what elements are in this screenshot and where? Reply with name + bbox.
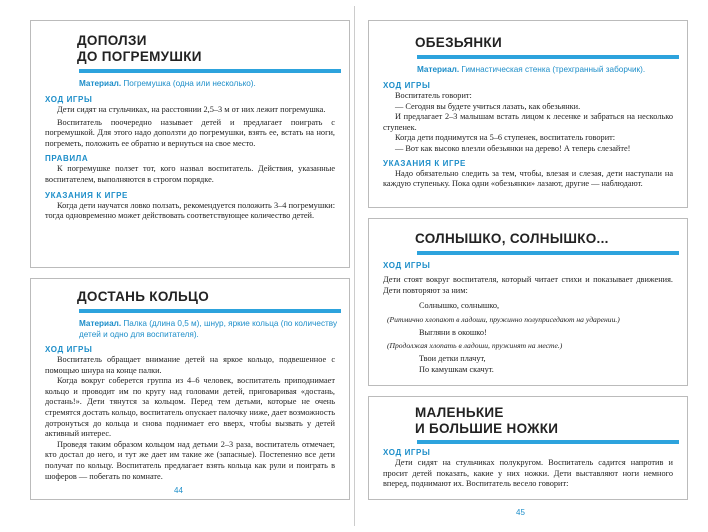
title-rule [417,55,679,59]
page-number: 44 [174,486,183,495]
material-label: Материал. [79,319,122,328]
paragraph: — Вот как высоко влезли обезьянки на дерево! А теперь слезайте! [395,143,631,153]
stage-note: (Продолжая хлопать в ладоши, пружинят на месте.) [387,341,563,351]
title-rule [417,251,679,255]
paragraph: Когда дети поднимутся на 5–6 ступенек, воспитатель говорит: [395,133,616,143]
tips-heading: УКАЗАНИЯ К ИГРЕ [383,158,466,168]
game-frame-feet [368,396,688,500]
howto-heading: ХОД ИГРЫ [383,261,431,270]
paragraph: Дети сидят на стульчиках, на расстоянии 2,5–3 м от них лежит погремушка. [57,105,326,114]
paragraph: И предлагает 2–3 малышам встать лицом к лесенке и забраться на несколько ступенек. [383,112,673,132]
paragraph: Когда вокруг соберется группа из 4–6 человек, воспитатель приподнимает кольцо и проводит им по кругу над головами детей, приговаривая «достань, достань!». Дети тянутся за кольцом. Перед тем детьми, которые не очень стремятся достать кольцо, воспитатель опускает палочку ниже, дает возможность дотронуться до кольца и снова поднимает его вверх, чтобы вызвать у детей активный интерес. [45,376,335,439]
howto-heading: ХОД ИГРЫ [383,448,431,457]
book-spine [354,6,355,526]
game-frame-ring [30,278,350,500]
game-title-sun: СОЛНЫШКО, СОЛНЫШКО... [415,231,609,246]
poem-line: По камушкам скачут. [419,364,494,374]
game-title-crawl-2: ДО ПОГРЕМУШКИ [77,49,202,64]
game-title-monkeys: ОБЕЗЬЯНКИ [415,35,502,50]
paragraph: Когда дети научатся ловко ползать, рекомендуется положить 3–4 погремушки: тогда одновременно может действовать соответствующее количество детей. [45,200,335,221]
material-label: Материал. [417,65,460,74]
poem-line: Твои детки плачут, [419,354,486,364]
paragraph: Воспитатель говорит: [395,91,472,100]
poem-line: Выгляни в окошко! [419,327,487,337]
right-page [368,8,688,524]
title-rule [417,440,679,444]
material-label: Материал. [79,79,122,88]
game-frame-crawl [30,20,350,268]
paragraph: Надо обязательно следить за тем, чтобы, влезая и слезая, дети наступали на каждую ступеньку. Пока одни «обезьянки» лазают, другие — наблюдают. [383,168,673,189]
tips-heading: УКАЗАНИЯ К ИГРЕ [45,190,128,200]
material-line [31,318,349,340]
rules-heading: ПРАВИЛА [45,154,89,164]
game-title-feet-2: И БОЛЬШИЕ НОЖКИ [415,421,559,436]
howto-heading: ХОД ИГРЫ [383,81,431,90]
howto-heading: ХОД ИГРЫ [45,345,93,354]
title-rule [79,69,341,73]
game-frame-monkeys [368,20,688,208]
title-rule [79,309,341,313]
material-text: Палка (длина 0,5 м), шнур, яркие кольца (по количеству детей и одно для воспитателя). [79,319,338,339]
paragraph: Дети стоят вокруг воспитателя, который читает стихи и показывает движения. Дети повторяют за ним: [383,275,673,295]
paragraph: — Сегодня вы будете учиться лазать, как обезьянки. [395,101,581,111]
page-number: 45 [516,508,525,517]
paragraph: К погремушке ползет тот, кого назвал воспитатель. Действия, указанные воспитателем, выполняются в строгом порядке. [45,164,335,184]
game-title-feet-1: МАЛЕНЬКИЕ [415,405,504,420]
paragraph: Дети сидят на стульчиках полукругом. Воспитатель садится напротив и просит детей показать, какие у них ножки. Дети выставляют ноги немного вперед, поднимают их. Воспитатель весело говорит: [383,458,673,489]
poem-line: Солнышко, солнышко, [419,301,500,311]
paragraph: Проведя таким образом кольцом над детьми 2–3 раза, воспитатель отмечает, кто достал до него, и тут же дает им такие же (запасные). Постепенно все дети получат по кольцу. Воспитатель предлагает взять кольца как рули и поиграть в шоферов — побегать по комнате. [45,439,335,481]
howto-heading: ХОД ИГРЫ [45,95,93,104]
game-frame-sun [368,218,688,386]
paragraph: Воспитатель обращает внимание детей на яркое кольцо, подвешенное с помощью шнура на конце палки. [45,355,335,375]
material-text: Погремушка (одна или несколько). [123,79,256,88]
game-title-ring: ДОСТАНЬ КОЛЬЦО [77,289,210,304]
left-page [30,8,350,524]
stage-note: (Ритмично хлопают в ладоши, пружинно полуприседают на ударении.) [387,314,620,324]
material-line [31,78,349,89]
material-text: Гимнастическая стенка (трехгранный заборчик). [461,65,646,74]
paragraph: Воспитатель поочередно называет детей и предлагает поиграть с погремушкой. Для этого надо доползти до погремушки, взять ее, встать на ноги, погреметь, положить ее обратно и вернуться на свое место. [45,117,335,148]
material-line [369,64,687,75]
game-title-crawl-1: ДОПОЛЗИ [77,33,147,48]
